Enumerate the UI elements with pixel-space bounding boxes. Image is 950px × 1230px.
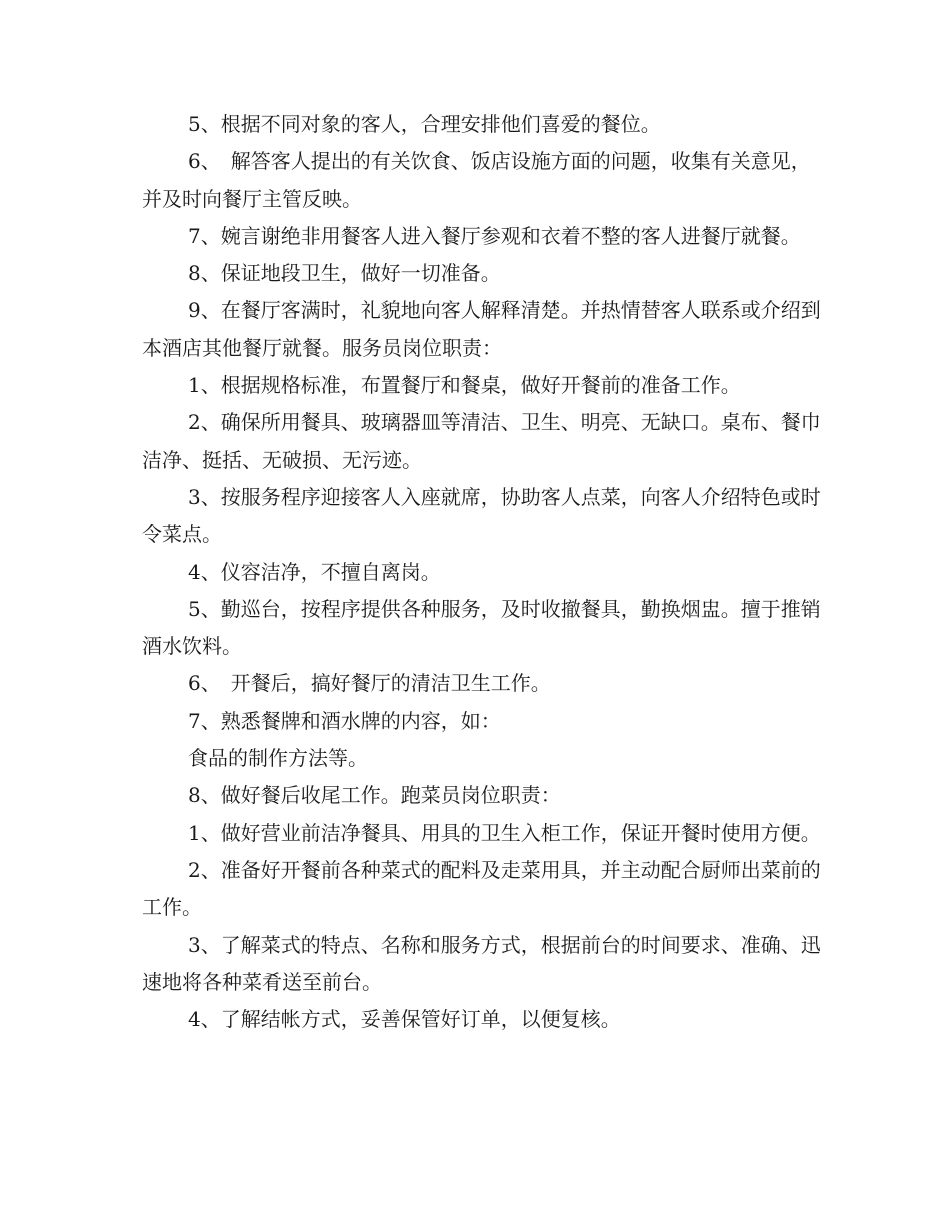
paragraph: 3、了解菜式的特点、名称和服务方式，根据前台的时间要求、准确、迅速地将各种菜肴送至前台。: [142, 932, 821, 994]
paragraph: 6、 开餐后，搞好餐厅的清洁卫生工作。: [188, 671, 551, 696]
paragraph: 6、 解答客人提出的有关饮食、饭店设施方面的问题，收集有关意见，并及时向餐厅主管反映。: [142, 149, 811, 211]
paragraph: 8、做好餐后收尾工作。跑菜员岗位职责：: [188, 783, 561, 808]
paragraph: 2、准备好开餐前各种菜式的配料及走菜用具，并主动配合厨师出菜前的工作。: [142, 857, 821, 920]
paragraph: 5、根据不同对象的客人，合理安排他们喜爱的餐位。: [188, 112, 661, 136]
paragraph: 7、熟悉餐牌和酒水牌的内容，如：: [188, 708, 501, 733]
paragraph: 1、根据规格标准，布置餐厅和餐桌，做好开餐前的准备工作。: [188, 373, 741, 398]
paragraph: 1、做好营业前洁净餐具、用具的卫生入柜工作，保证开餐时使用方便。: [188, 820, 821, 845]
paragraph: 食品的制作方法等。: [188, 746, 368, 771]
paragraph: 7、婉言谢绝非用餐客人进入餐厅参观和衣着不整的客人进餐厅就餐。: [188, 223, 801, 248]
paragraph: 4、仪容洁净，不擅自离岗。: [188, 559, 441, 584]
paragraph: 3、按服务程序迎接客人入座就席，协助客人点菜，向客人介绍特色或时令菜点。: [142, 484, 821, 547]
paragraph: 4、了解结帐方式，妥善保管好订单，以便复核。: [188, 1007, 621, 1032]
paragraph: 2、确保所用餐具、玻璃器皿等清洁、卫生、明亮、无缺口。桌布、餐巾洁净、挺括、无破损、无污迹。: [142, 410, 821, 472]
paragraph: 5、勤巡台，按程序提供各种服务，及时收撤餐具，勤换烟盅。擅于推销酒水饮料。: [142, 596, 821, 659]
paragraph: 8、保证地段卫生，做好一切准备。: [188, 261, 501, 286]
paragraph: 9、在餐厅客满时，礼貌地向客人解释清楚。并热情替客人联系或介绍到本酒店其他餐厅就餐。服务员岗位职责：: [142, 298, 821, 360]
document-body: [142, 106, 822, 1038]
